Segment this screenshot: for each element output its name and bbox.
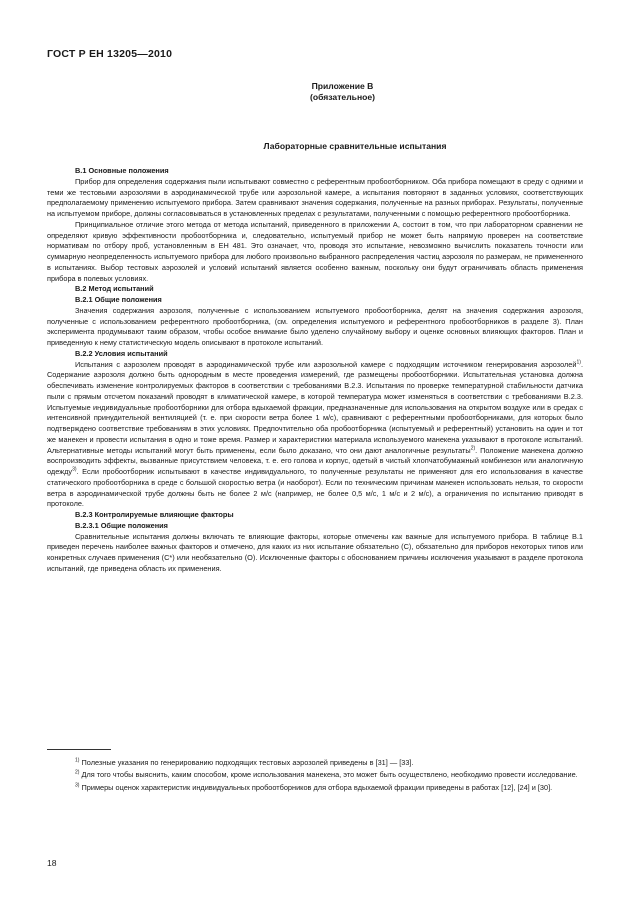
- page-number: 18: [47, 858, 57, 868]
- footnote-text-1: Полезные указания по генерированию подходящих тестовых аэрозолей приведены в [31] — [33].: [79, 758, 414, 767]
- section-heading-b21: В.2.1 Общие положения: [75, 295, 162, 304]
- paragraph-b1-1: Прибор для определения содержания пыли испытывают совместно с референтным пробоотборником. Оба прибора помещают в среду с одними и теми же тестовыми аэрозолями в аэродинамической трубе или аэрозольной камере, а испытания повторяют в заданных условиях, соответствующих предполагаемому применению испытуемого прибора. Затем сравнивают значения содержания, полученные на разных приборах. Результаты, полученные на испытуемом приборе, должны согласовываться в установленных пределах с результатами, полученными с помощью референтного пробоотборника.: [47, 176, 583, 218]
- paragraph-b231-1: Сравнительные испытания должны включать те влияющие факторы, которые отмечены как важные для испытуемого прибора. В таблице В.1 приведен перечень наиболее важных факторов и отмечено, для каких из них испытание обязательно (С), обязательно для приборов некоторых типов или конкретных случаев применения (С*) или необязательно (О). Исключенные факторы с обоснованием причины исключения указывают в разделе протокола испытаний, где приведена область их применения.: [47, 531, 583, 573]
- annex-title: [0, 141, 630, 151]
- footnote-mark-2: 2): [75, 769, 80, 776]
- footnote-mark-3: 3): [75, 782, 80, 789]
- annex-title-text: Лабораторные сравнительные испытания: [263, 141, 447, 151]
- footnote-ref-2[interactable]: 2): [470, 445, 476, 452]
- paragraph-b22-text-a: Испытания с аэрозолем проводят в аэродинамической трубе или аэрозольной камере с подходящим источником генерирования аэрозолей: [75, 359, 577, 369]
- paragraph-b22-text-d: . Если пробоотборник испытывают в качестве индивидуального, то полученные результаты не применяют для его использования в качестве статического пробоотборника в среде с большой скоростью ветра (и наоборот). Если по техническим причинам манекен использовать нельзя, то скорости ветра в аэродинамической трубе должны быть не более 2 м/с (например, не более 0,5 м/с, 1 м/с и 2 м/с), а ограничения по испытанию приводят в протоколе.: [47, 467, 583, 509]
- document-body: [47, 166, 583, 575]
- section-heading-b1: В.1 Основные положения: [75, 166, 169, 175]
- footnote-text-3: Примеры оценок характеристик индивидуальных пробоотборников для отбора вдыхаемой фракции приведены в работах [12], [24] и [30].: [79, 782, 553, 792]
- footnotes: [47, 757, 583, 794]
- paragraph-b22-1: [47, 360, 583, 511]
- document-header: ГОСТ Р ЕН 13205—2010: [47, 48, 173, 60]
- paragraph-b22-text-b: . Содержание аэрозоля должно быть однородным в месте проведения измерений, где размещены пробоотборники. Испытательная установка должна обеспечивать изменение контролируемых факторов в соответствии с требованиями В.2.3. Испытания по проверке температурной стабильности датчика пыли с прямым отсчетом показаний проводят в климатической камере, в которой температура может изменяться в соответствии с требованиями В.2.3. Испытуемые индивидуальные пробоотборники для отбора вдыхаемой фракции, предназначенные для использования на открытом воздухе или в средах с интенсивной принудительной вентиляцией (т. е. при скорости ветра более 1 м/с), сравнивают с референтными пробоотборниками, для которых было подтверждено соответствие требованиям в этих условиях. Предпочтительно оба пробоотборника (испытуемый и референтный) установить на один и тот же манекен и провести испытания в одно и тоже время. Размер и характеристики материала используемого манекена указывают в протоколе испытаний. Альтернативные методы испытаний могут быть применены, если было доказано, что они дают аналогичные результаты: [47, 359, 583, 455]
- footnote-divider: [47, 749, 111, 750]
- footnote-text-2: Для того чтобы выяснить, каким способом, кроме использования манекена, это может быть осуществлено, необходимо провести исследование.: [79, 770, 578, 780]
- footnote-ref-1[interactable]: 1): [576, 359, 581, 366]
- section-heading-b2: В.2 Метод испытаний: [75, 284, 154, 294]
- footnote-2: [47, 769, 583, 780]
- annex-heading: [0, 81, 630, 103]
- section-heading-b231: В.2.3.1 Общие положения: [75, 520, 168, 530]
- footnote-mark-1: 1): [75, 757, 80, 764]
- section-heading-b23: В.2.3 Контролируемые влияющие факторы: [75, 510, 234, 519]
- section-heading-b22: В.2.2 Условия испытаний: [75, 348, 168, 358]
- footnote-1: [47, 757, 583, 768]
- paragraph-b1-2: Принципиальное отличие этого метода от метода испытаний, приведенного в приложении А, состоит в том, что при лабораторном сравнении не определяют кривую эффективности пробоотборника и, следовательно, испытуемый прибор не может быть напрямую проверен на соответствие нормативам по отбору проб, установленным в ЕН 481. Это означает, что, проводя это испытание, невозможно вычислить показатель точности или суммарную неопределенность испытуемого прибора для любого произвольно выбранного распределения частиц аэрозоля по размерам, не примененного в испытаниях. Выбор тестовых аэрозолей и условий испытаний является особенно важным, поскольку они будут ограничивать область применения прибора в полевых условиях.: [47, 219, 583, 283]
- footnote-ref-3[interactable]: 3): [72, 466, 77, 473]
- paragraph-b21-1: Значения содержания аэрозоля, полученные с использованием испытуемого пробоотборника, делят на значения содержания аэрозоля, полученные с использованием референтного пробоотборника, (см. определения испытуемого и референтного пробоотборников в разделе 3). План эксперимента продумывают таким образом, чтобы особое внимание было уделено случайному выбору и оценке основных влияющих факторов. План и приведенную к нему статистическую модель описывают в протоколе испытаний.: [47, 305, 583, 347]
- annex-status: (обязательное): [309, 92, 376, 102]
- annex-label: Приложение В: [311, 81, 374, 91]
- footnote-3: [47, 782, 583, 793]
- paragraph-b22-text-c: . Положение манекена должно воспроизводить эффекты, вызванные присутствием человека, т. е. его голова и корпус, одетый в чистый хлопчатобумажный комбинезон или аналогичную одежду: [47, 445, 583, 476]
